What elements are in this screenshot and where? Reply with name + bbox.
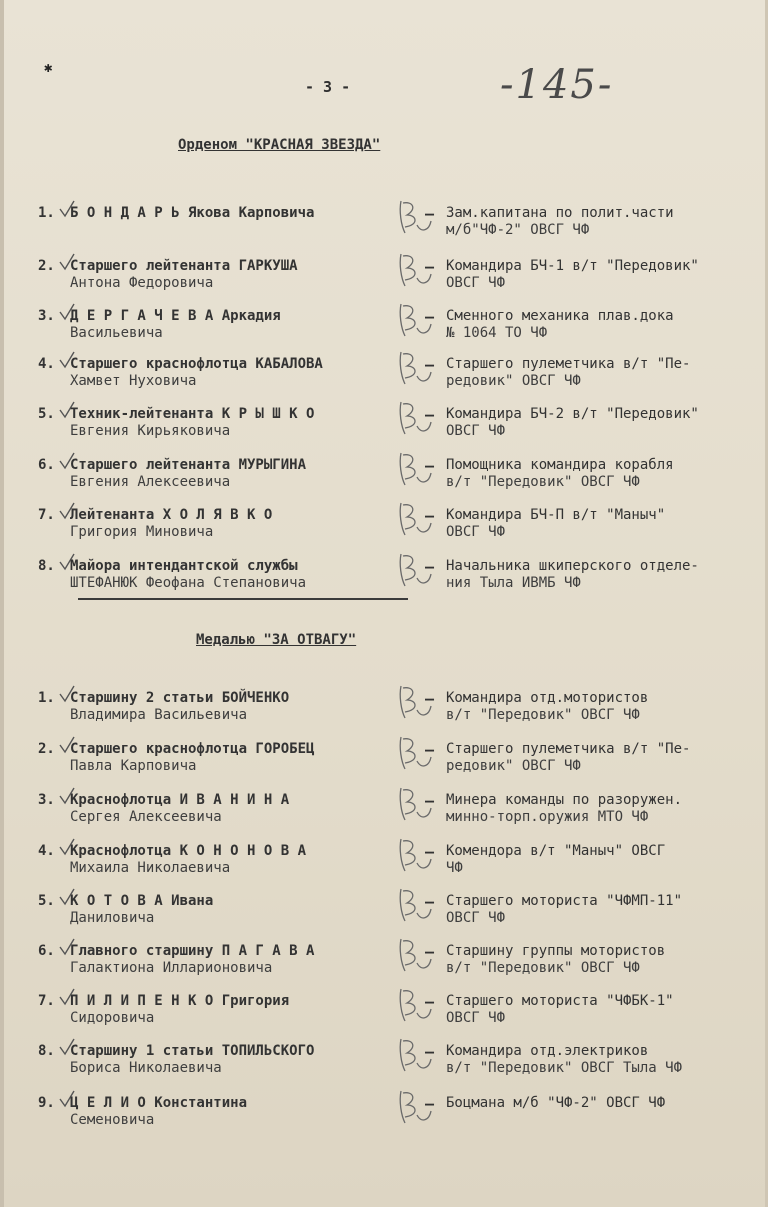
entry-dash: –	[425, 356, 435, 374]
recipient-given-names: Бориса Николаевича	[70, 1060, 222, 1076]
entry-number: 6.	[38, 457, 55, 473]
entry-number: 7.	[38, 993, 55, 1009]
position-line-1: Старшего моториста "ЧФБК-1"	[446, 993, 674, 1009]
entry-number: 4.	[38, 356, 55, 372]
handwritten-archive-number: -145-	[500, 62, 614, 108]
award-entry	[0, 893, 768, 943]
award-entry	[0, 406, 768, 456]
position-line-1: Командира БЧ-1 в/т "Передовик"	[446, 258, 699, 274]
position-line-2: ОВСГ ЧФ	[446, 524, 506, 540]
position-line-2: в/т "Передовик" ОВСГ ЧФ	[446, 474, 640, 490]
position-line-1: Зам.капитана по полит.части	[446, 205, 674, 221]
margin-asterisk: ✱	[44, 60, 53, 76]
position-line-1: Минера команды по разоружен.	[446, 792, 683, 808]
position-line-2: в/т "Передовик" ОВСГ ЧФ	[446, 960, 640, 976]
award-entry	[0, 258, 768, 308]
entry-dash: –	[425, 690, 435, 708]
recipient-rank-name: Главного старшину П А Г А В А	[70, 943, 315, 959]
position-line-1: Начальника шкиперского отделе-	[446, 558, 699, 574]
award-entry	[0, 792, 768, 842]
position-line-1: Командира отд.электриков	[446, 1043, 649, 1059]
recipient-rank-name: Б О Н Д А Р Ь Якова Карповича	[70, 205, 315, 221]
recipient-rank-name: Д Е Р Г А Ч Е В А Аркадия	[70, 308, 281, 324]
award-entry	[0, 356, 768, 406]
entry-dash: –	[425, 893, 435, 911]
award-entry	[0, 690, 768, 740]
recipient-given-names: Антона Федоровича	[70, 275, 214, 291]
entry-dash: –	[425, 457, 435, 475]
position-line-2: ния Тыла ИВМБ ЧФ	[446, 575, 581, 591]
recipient-rank-name: Краснофлотца К О Н О Н О В А	[70, 843, 307, 859]
recipient-rank-name: Старшего лейтенанта МУРЫГИНА	[70, 457, 307, 473]
entry-number: 3.	[38, 308, 55, 324]
award-entry	[0, 205, 768, 255]
entry-dash: –	[425, 205, 435, 223]
page-number: - 3 -	[305, 78, 351, 96]
position-line-1: Командира БЧ-П в/т "Маныч"	[446, 507, 666, 523]
entry-dash: –	[425, 308, 435, 326]
entry-dash: –	[425, 993, 435, 1011]
entry-dash: –	[425, 792, 435, 810]
entry-number: 1.	[38, 205, 55, 221]
section-divider	[78, 598, 408, 600]
entry-dash: –	[425, 558, 435, 576]
recipient-given-names: Михаила Николаевича	[70, 860, 231, 876]
recipient-rank-name: Лейтенанта Х О Л Я В К О	[70, 507, 273, 523]
position-line-2: № 1064 ТО ЧФ	[446, 325, 548, 341]
entry-number: 5.	[38, 893, 55, 909]
award-entry	[0, 1043, 768, 1093]
award-entry	[0, 558, 768, 608]
award-entry	[0, 457, 768, 507]
position-line-1: Помощника командира корабля	[446, 457, 674, 473]
recipient-rank-name: П И Л И П Е Н К О Григория	[70, 993, 290, 1009]
entry-number: 8.	[38, 1043, 55, 1059]
position-line-2: в/т "Передовик" ОВСГ Тыла ЧФ	[446, 1060, 683, 1076]
position-line-1: Старшего пулеметчика в/т "Пе-	[446, 741, 691, 757]
recipient-rank-name: Старшину 1 статьи ТОПИЛЬСКОГО	[70, 1043, 315, 1059]
position-line-1: Комендора в/т "Маныч" ОВСГ	[446, 843, 666, 859]
recipient-given-names: Григория Миновича	[70, 524, 214, 540]
entry-number: 6.	[38, 943, 55, 959]
entry-dash: –	[425, 943, 435, 961]
entry-dash: –	[425, 1095, 435, 1113]
recipient-rank-name: Старшего краснофлотца ГОРОБЕЦ	[70, 741, 315, 757]
position-line-2: ЧФ	[446, 860, 463, 876]
entry-dash: –	[425, 406, 435, 424]
entry-dash: –	[425, 258, 435, 276]
award-entry	[0, 843, 768, 893]
entry-dash: –	[425, 741, 435, 759]
entry-dash: –	[425, 843, 435, 861]
award-entry	[0, 943, 768, 993]
recipient-rank-name: Майора интендантской службы	[70, 558, 298, 574]
recipient-given-names: Даниловича	[70, 910, 155, 926]
recipient-given-names: Павла Карповича	[70, 758, 197, 774]
recipient-given-names: Евгения Кирьяковича	[70, 423, 231, 439]
recipient-given-names: Семеновича	[70, 1112, 155, 1128]
position-line-1: Боцмана м/б "ЧФ-2" ОВСГ ЧФ	[446, 1095, 666, 1111]
position-line-1: Сменного механика плав.дока	[446, 308, 674, 324]
recipient-rank-name: Техник-лейтенанта К Р Ы Ш К О	[70, 406, 315, 422]
recipient-given-names: Сидоровича	[70, 1010, 155, 1026]
recipient-given-names: Хамвет Нуховича	[70, 373, 197, 389]
recipient-rank-name: Старшего лейтенанта ГАРКУША	[70, 258, 298, 274]
position-line-2: редовик" ОВСГ ЧФ	[446, 373, 581, 389]
position-line-1: Старшего пулеметчика в/т "Пе-	[446, 356, 691, 372]
section-title-bravery-medal: Медалью "ЗА ОТВАГУ"	[196, 632, 357, 648]
entry-number: 7.	[38, 507, 55, 523]
position-line-2: редовик" ОВСГ ЧФ	[446, 758, 581, 774]
entry-dash: –	[425, 507, 435, 525]
award-entry	[0, 1095, 768, 1145]
position-line-1: Командира БЧ-2 в/т "Передовик"	[446, 406, 699, 422]
position-line-2: ОВСГ ЧФ	[446, 910, 506, 926]
recipient-given-names: Галактиона Илларионовича	[70, 960, 273, 976]
recipient-rank-name: Старшину 2 статьи БОЙЧЕНКО	[70, 690, 290, 706]
entry-number: 1.	[38, 690, 55, 706]
entry-number: 9.	[38, 1095, 55, 1111]
entry-number: 2.	[38, 258, 55, 274]
position-line-1: Старшину группы мотористов	[446, 943, 666, 959]
entry-dash: –	[425, 1043, 435, 1061]
award-entry	[0, 993, 768, 1043]
position-line-2: ОВСГ ЧФ	[446, 1010, 506, 1026]
recipient-given-names: ШТЕФАНЮК Феофана Степановича	[70, 575, 307, 591]
position-line-2: ОВСГ ЧФ	[446, 423, 506, 439]
entry-number: 5.	[38, 406, 55, 422]
recipient-rank-name: Краснофлотца И В А Н И Н А	[70, 792, 290, 808]
entry-number: 4.	[38, 843, 55, 859]
position-line-2: в/т "Передовик" ОВСГ ЧФ	[446, 707, 640, 723]
recipient-rank-name: Ц Е Л И О Константина	[70, 1095, 248, 1111]
recipient-rank-name: К О Т О В А Ивана	[70, 893, 214, 909]
position-line-1: Командира отд.мотористов	[446, 690, 649, 706]
position-line-1: Старшего моториста "ЧФМП-11"	[446, 893, 683, 909]
position-line-2: ОВСГ ЧФ	[446, 275, 506, 291]
section-title-red-star: Орденом "КРАСНАЯ ЗВЕЗДА"	[178, 137, 381, 153]
award-entry	[0, 507, 768, 557]
position-line-2: м/б"ЧФ-2" ОВСГ ЧФ	[446, 222, 590, 238]
recipient-rank-name: Старшего краснофлотца КАБАЛОВА	[70, 356, 323, 372]
recipient-given-names: Владимира Васильевича	[70, 707, 248, 723]
entry-number: 8.	[38, 558, 55, 574]
award-entry	[0, 741, 768, 791]
entry-number: 2.	[38, 741, 55, 757]
award-entry	[0, 308, 768, 358]
recipient-given-names: Евгения Алексеевича	[70, 474, 231, 490]
recipient-given-names: Васильевича	[70, 325, 163, 341]
recipient-given-names: Сергея Алексеевича	[70, 809, 222, 825]
position-line-2: минно-торп.оружия МТО ЧФ	[446, 809, 649, 825]
entry-number: 3.	[38, 792, 55, 808]
